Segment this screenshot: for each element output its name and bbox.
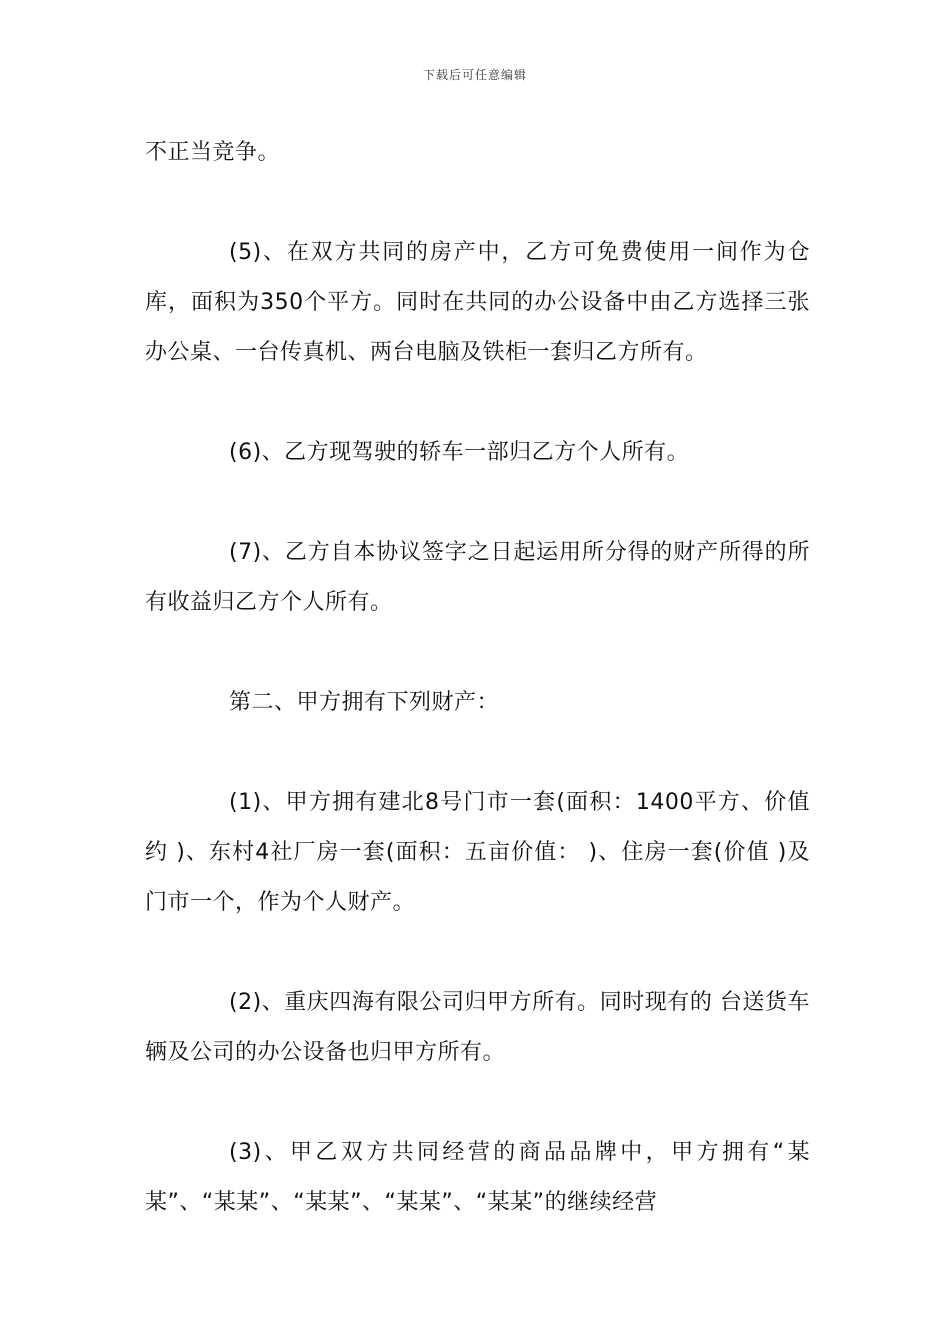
paragraph-party-a-2: (2)、重庆四海有限公司归甲方所有。同时现有的 台送货车辆及公司的办公设备也归甲方所有。	[145, 990, 810, 1065]
paragraph-continuation: 不正当竞争。	[145, 140, 281, 165]
paragraph-gap	[145, 628, 810, 678]
paragraph-gap	[145, 378, 810, 428]
paragraph-party-a-3: (3)、甲乙双方共同经营的商品品牌中，甲方拥有“某某”、“某某”、“某某”、“某某”、“某某”的继续经营	[145, 1140, 810, 1215]
section-heading-2: 第二、甲方拥有下列财产：	[229, 690, 500, 715]
document-body	[145, 128, 810, 1228]
paragraph-party-a-1: (1)、甲方拥有建北8号门市一套(面积：1400平方、价值约 )、东村4社厂房一套(面积：五亩价值： )、住房一套(价值 )及门市一个，作为个人财产。	[145, 790, 810, 915]
paragraph-item-5: (5)、在双方共同的房产中，乙方可免费使用一间作为仓库，面积为350个平方。同时在共同的办公设备中由乙方选择三张办公桌、一台传真机、两台电脑及铁柜一套归乙方所有。	[145, 240, 810, 365]
page-header: 下载后可任意编辑	[422, 68, 527, 82]
paragraph-gap	[145, 728, 810, 778]
paragraph-item-6: (6)、乙方现驾驶的轿车一部归乙方个人所有。	[229, 440, 690, 465]
paragraph-gap	[145, 1078, 810, 1128]
paragraph-gap	[145, 178, 810, 228]
paragraph-gap	[145, 928, 810, 978]
paragraph-gap	[145, 478, 810, 528]
paragraph-item-7: (7)、乙方自本协议签字之日起运用所分得的财产所得的所有收益归乙方个人所有。	[145, 540, 810, 615]
